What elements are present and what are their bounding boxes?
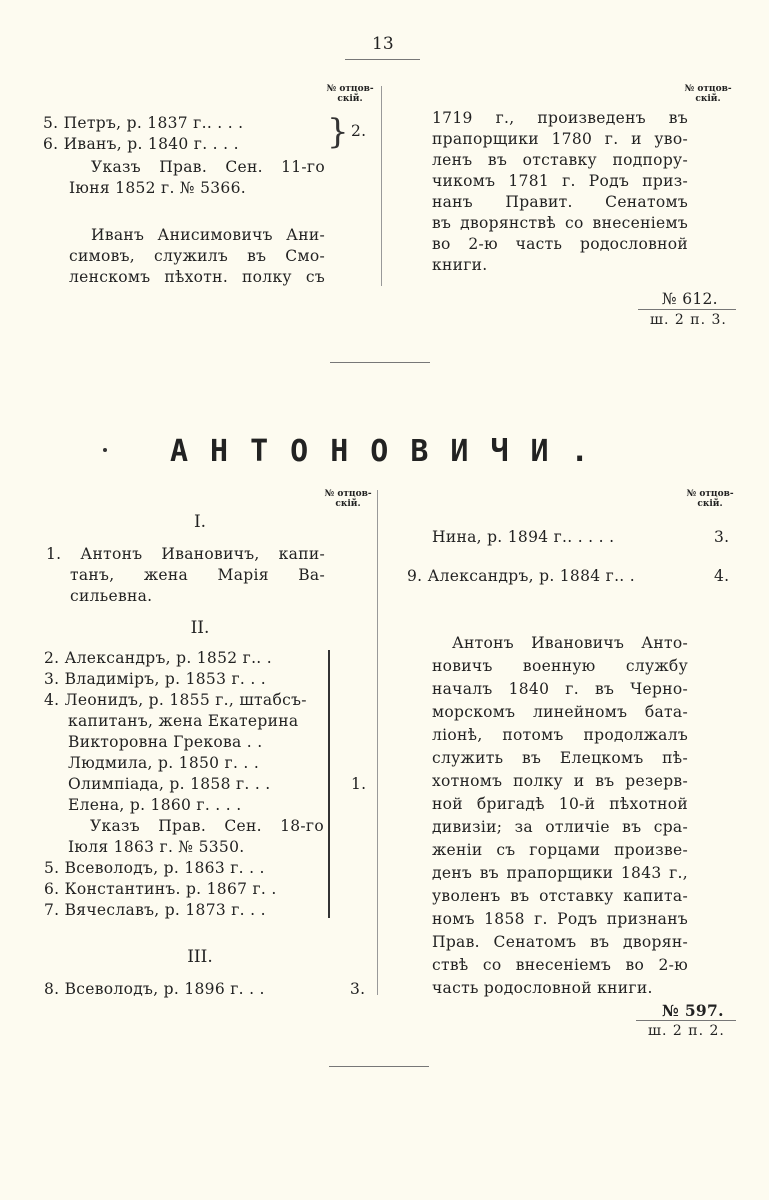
generation-2-label: II. — [190, 618, 210, 638]
record-rule-bottom — [636, 1020, 736, 1021]
gen2-daughter-olimpiada: Олимпіада, р. 1858 г. . . — [68, 775, 271, 793]
bio-top-right-8: книги. — [432, 256, 488, 274]
gen1-entry-line-2: танъ, жена Марія Ва- — [70, 566, 325, 584]
bio-top-right-2: прапорщики 1780 г. и уво- — [432, 130, 688, 148]
record-number-top: № 612. — [662, 290, 718, 308]
decree-line-2: Іюня 1852 г. № 5366. — [69, 179, 246, 197]
entry-5: 5. Петръ, р. 1837 г.. . . . — [43, 114, 244, 132]
column-header-line1: № отцов- — [686, 489, 734, 499]
record-rule-top — [638, 309, 736, 310]
record-number-bottom: № 597. — [662, 1001, 724, 1020]
decree-line-1: Указъ Прав. Сен. 11-го — [91, 158, 325, 176]
gen2-entry-7: 7. Вячеславъ, р. 1873 г. . . — [44, 901, 266, 919]
bio-top-right-4: чикомъ 1781 г. Родъ приз- — [432, 172, 688, 190]
gen2-entry-5: 5. Всеволодъ, р. 1863 г. . . — [44, 859, 265, 877]
column-header-line2: скій. — [695, 94, 721, 104]
bio-top-right-7: во 2-ю часть родословной — [432, 235, 688, 253]
bio-top-right-5: нанъ Правит. Сенатомъ — [432, 193, 688, 211]
gen2-decree-2: Іюля 1863 г. № 5350. — [68, 838, 245, 856]
entry-nina-number: 3. — [714, 528, 730, 546]
gen3-entry-8: 8. Всеволодъ, р. 1896 г. . . — [44, 980, 265, 998]
bio-bottom-14: Прав. Сенатомъ въ дворян- — [432, 933, 688, 951]
family-title: АНТОНОВИЧИ. — [170, 434, 611, 469]
bio-bottom-12: уволенъ въ отставку капита- — [432, 887, 688, 905]
gen2-entry-4-cont-2: Викторовна Грекова . . — [68, 733, 263, 751]
gen2-entry-3: 3. Владиміръ, р. 1853 г. . . — [44, 670, 267, 688]
gen2-entry-4: 4. Леонидъ, р. 1855 г., штабсъ- — [44, 691, 307, 709]
brace: } — [327, 112, 349, 152]
bio-top-left-1: Иванъ Анисимовичъ Ани- — [91, 226, 325, 244]
gen2-group-number: 1. — [351, 775, 367, 793]
column-header-top-left — [320, 84, 380, 104]
column-header-line2: скій. — [335, 499, 361, 509]
column-header-line1: № отцов- — [684, 84, 732, 94]
bio-top-left-3: ленскомъ пѣхотн. полку съ — [69, 268, 325, 286]
bio-bottom-7: хотномъ полку и въ резерв- — [432, 772, 688, 790]
gen1-entry-line-1: 1. Антонъ Ивановичъ, капи- — [46, 545, 325, 563]
gen2-entry-4-cont-1: капитанъ, жена Екатерина — [68, 712, 299, 730]
bio-top-right-6: въ дворянствѣ со внесеніемъ — [432, 214, 688, 232]
column-header-line1: № отцов- — [326, 84, 374, 94]
gen2-daughter-liudmila: Людмила, р. 1850 г. . . — [68, 754, 260, 772]
bio-bottom-5: ліонѣ, потомъ продолжалъ — [432, 726, 688, 744]
bio-bottom-10: женіи съ горцами произве- — [432, 841, 688, 859]
bio-bottom-2: новичъ военную службу — [432, 657, 688, 675]
gen2-brace — [328, 650, 330, 918]
bio-bottom-1: Антонъ Ивановичъ Анто- — [452, 634, 688, 652]
bio-bottom-11: денъ въ прапорщики 1843 г., — [432, 864, 688, 882]
shelf-bottom: ш. 2 п. 2. — [648, 1023, 725, 1039]
column-header-top-right — [678, 84, 738, 104]
section-separator-top — [330, 362, 430, 363]
page-number-rule — [345, 59, 420, 60]
bio-top-left-2: симовъ, служилъ въ Смо- — [69, 247, 325, 265]
bio-bottom-8: ной бригадѣ 10-й пѣхотной — [432, 795, 688, 813]
bio-bottom-13: номъ 1858 г. Родъ признанъ — [432, 910, 688, 928]
column-divider-bottom — [377, 490, 378, 995]
bio-top-right-3: ленъ въ отставку подпору- — [432, 151, 688, 169]
entry-9-number: 4. — [714, 567, 730, 585]
bio-top-right-1: 1719 г., произведенъ въ — [432, 109, 688, 127]
bio-bottom-4: морскомъ линейномъ бата- — [432, 703, 688, 721]
generation-3-label: III. — [187, 947, 213, 967]
entry-6: 6. Иванъ, р. 1840 г. . . . — [43, 135, 239, 153]
gen2-entry-6: 6. Константинъ. р. 1867 г. . — [44, 880, 277, 898]
bio-bottom-3: началъ 1840 г. въ Черно- — [432, 680, 688, 698]
gen3-group-number: 3. — [350, 980, 366, 998]
column-divider-top — [381, 86, 382, 286]
column-header-line2: скій. — [337, 94, 363, 104]
bio-bottom-15: ствѣ со внесеніемъ во 2-ю — [432, 956, 688, 974]
gen2-decree-1: Указъ Прав. Сен. 18-го — [90, 817, 324, 835]
bio-bottom-16: часть родословной книги. — [432, 979, 653, 997]
column-header-line2: скій. — [697, 499, 723, 509]
bio-bottom-9: дивизіи; за отличіе въ сра- — [432, 818, 688, 836]
bio-bottom-6: служить въ Елецкомъ пѣ- — [432, 749, 688, 767]
group-number-top: 2. — [351, 122, 367, 140]
gen1-entry-line-3: сильевна. — [70, 587, 153, 605]
entry-9: 9. Александръ, р. 1884 г.. . — [407, 567, 635, 585]
gen2-daughter-elena: Елена, р. 1860 г. . . . — [68, 796, 242, 814]
title-bullet — [103, 448, 107, 452]
shelf-top: ш. 2 п. 3. — [650, 312, 727, 328]
column-header-line1: № отцов- — [324, 489, 372, 499]
column-header-bottom-right — [680, 489, 740, 509]
section-separator-bottom — [329, 1066, 429, 1067]
generation-1-label: I. — [193, 512, 207, 532]
entry-nina: Нина, р. 1894 г.. . . . . — [432, 528, 615, 546]
column-header-bottom-left — [318, 489, 378, 509]
page-number: 13 — [372, 34, 394, 54]
gen2-entry-2: 2. Александръ, р. 1852 г.. . — [44, 649, 272, 667]
